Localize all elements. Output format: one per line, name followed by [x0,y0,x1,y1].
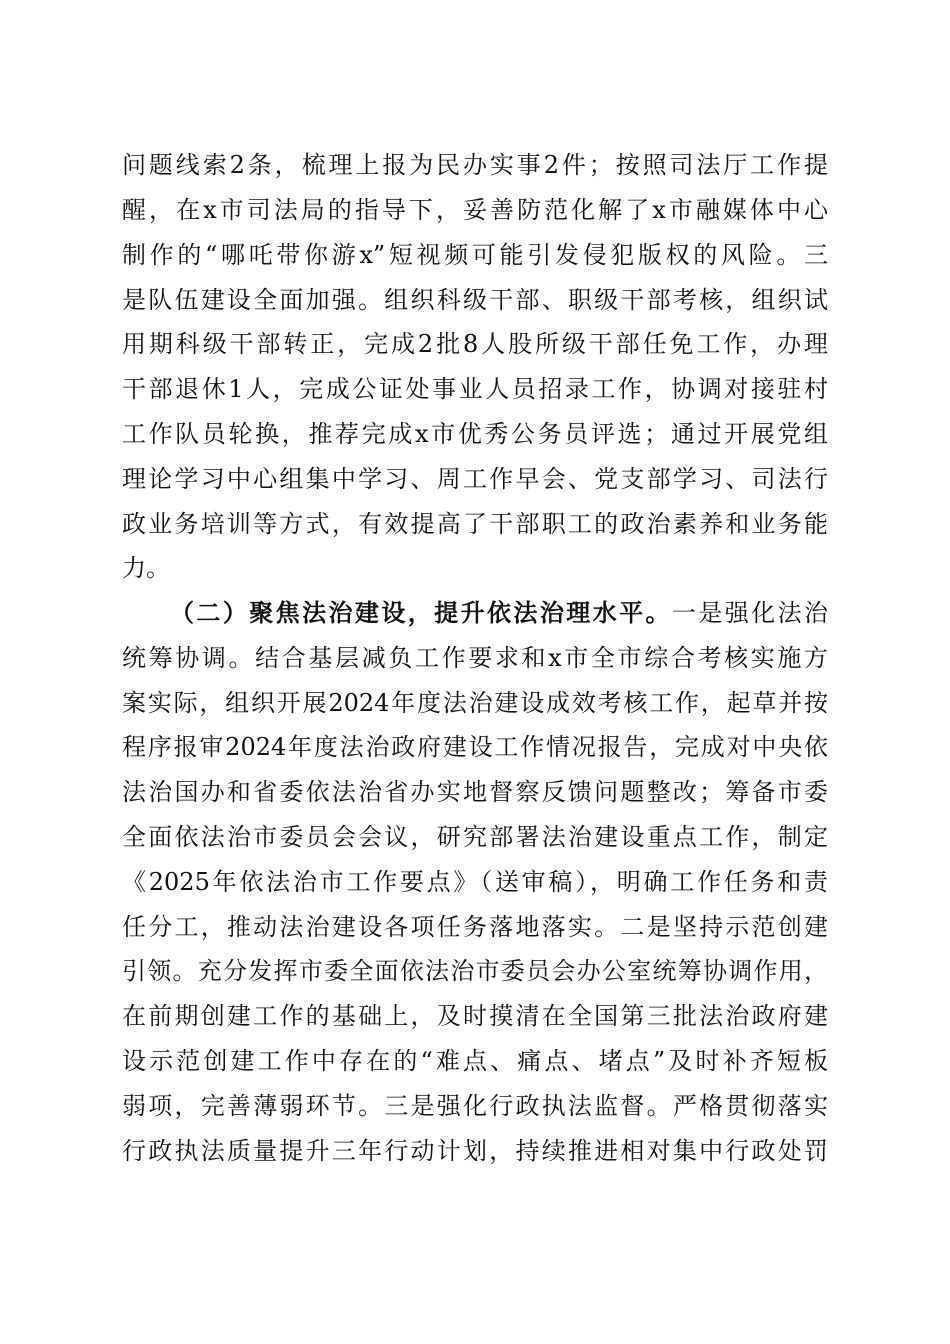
paragraph-line: 理论学习中心组集中学习、周工作早会、党支部学习、司法行 [122,465,828,493]
paragraph-line: 统筹协调。结合基层减负工作要求和x市全市综合考核实施方 [122,644,828,672]
paragraph-line: 案实际，组织开展2024年度法治建设成效考核工作，起草并按 [122,689,828,717]
paragraph-line: 设示范创建工作中存在的“难点、痛点、堵点”及时补齐短板 [122,1047,828,1075]
paragraph-line: 力。 [122,554,170,582]
paragraph-line: 程序报审2024年度法治政府建设工作情况报告，完成对中央依 [122,733,828,761]
section-heading: （二）聚焦法治建设，提升依法治理水平。 [170,598,672,627]
paragraph-line: 干部退休1人，完成公证处事业人员招录工作，协调对接驻村 [122,375,828,403]
paragraph-line: 法治国办和省委依法治省办实地督察反馈问题整改；筹备市委 [122,778,828,806]
paragraph-line: 在前期创建工作的基础上，及时摸清在全国第三批法治政府建 [122,1002,828,1030]
paragraph-line: 任分工，推动法治建设各项任务落地落实。二是坚持示范创建 [122,913,828,941]
paragraph-line: 政业务培训等方式，有效提高了干部职工的政治素养和业务能 [122,510,828,538]
section-heading-rest: 一是强化法治 [671,599,828,627]
paragraph-line: 用期科级干部转正，完成2批8人股所级干部任免工作，办理 [122,330,828,358]
section-heading-line [170,595,828,631]
paragraph-line: 《2025年依法治市工作要点》（送审稿），明确工作任务和责 [122,868,828,896]
paragraph-line: 工作队员轮换，推荐完成x市优秀公务员评选；通过开展党组 [122,420,828,448]
paragraph-line: 引领。充分发挥市委全面依法治市委员会办公室统筹协调作用， [122,957,828,985]
paragraph-line: 制作的“哪吒带你游x”短视频可能引发侵犯版权的风险。三 [122,241,828,269]
paragraph-line: 是队伍建设全面加强。组织科级干部、职级干部考核，组织试 [122,286,828,314]
paragraph-line: 弱项，完善薄弱环节。三是强化行政执法监督。严格贯彻落实 [122,1092,828,1120]
paragraph-line: 全面依法治市委员会会议，研究部署法治建设重点工作，制定 [122,823,828,851]
paragraph-line: 行政执法质量提升三年行动计划，持续推进相对集中行政处罚 [122,1137,828,1165]
paragraph-line: 问题线索2条，梳理上报为民办实事2件；按照司法厅工作提 [122,151,828,179]
paragraph-line: 醒，在x市司法局的指导下，妥善防范化解了x市融媒体中心 [122,196,828,224]
